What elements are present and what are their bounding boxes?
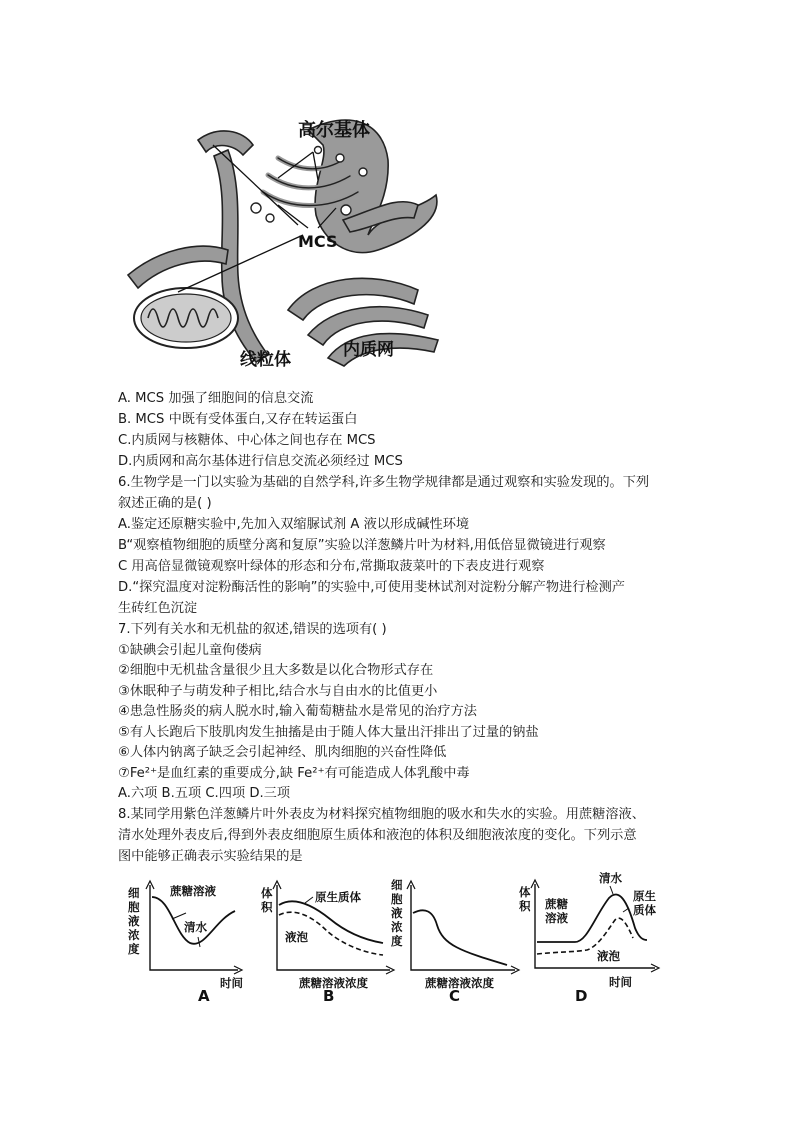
cell-structure-diagram (118, 100, 458, 370)
graph-d-protoplast-label-1: 原生 (633, 889, 656, 903)
graph-d-sucrose-label-1: 蔗糖 (545, 897, 568, 911)
graph-a-ylabel-5: 度 (128, 942, 140, 956)
graph-c-ylabel-1: 细 (391, 878, 403, 892)
mcs-label: MCS (298, 232, 338, 251)
graph-d-water-label: 清水 (599, 871, 622, 885)
q6-option-d-cont: 生砖红色沉淀 (118, 601, 198, 616)
graph-a (120, 875, 260, 1015)
q8-stem-line3: 图中能够正确表示实验结果的是 (118, 849, 303, 864)
graph-b-vacuole-label: 液泡 (285, 930, 308, 944)
q7-item-2: ②细胞中无机盐含量很少且大多数是以化合物形式存在 (118, 663, 434, 678)
q6-option-b: B“观察植物细胞的质壁分离和复原”实验以洋葱鳞片叶为材料,用低倍显微镜进行观察 (118, 538, 606, 553)
graph-d (515, 868, 675, 1015)
graph-b-ylabel-2: 积 (261, 900, 273, 914)
graph-b-protoplast-label: 原生质体 (315, 890, 361, 904)
q7-item-7: ⑦Fe²⁺是血红素的重要成分,缺 Fe²⁺有可能造成人体乳酸中毒 (118, 766, 470, 781)
q5-option-b: B. MCS 中既有受体蛋白,又存在转运蛋白 (118, 412, 358, 427)
graph-c-ylabel-5: 度 (391, 934, 403, 948)
graph-d-vacuole-label: 液泡 (597, 949, 620, 963)
graph-b-caption: B (323, 987, 335, 1005)
graph-b-ylabel-1: 体 (261, 886, 273, 900)
q6-option-d: D.“探究温度对淀粉酶活性的影响”的实验中,可使用斐林试剂对淀粉分解产物进行检测产 (118, 580, 625, 595)
graph-c-ylabel-3: 液 (391, 906, 403, 920)
graph-a-water-label: 清水 (184, 920, 207, 934)
graph-a-sucrose-label: 蔗糖溶液 (170, 884, 216, 898)
q5-option-c: C.内质网与核糖体、中心体之间也存在 MCS (118, 433, 376, 448)
graph-b-xlabel: 蔗糖溶液浓度 (299, 976, 368, 990)
q7-answers: A.六项 B.五项 C.四项 D.三项 (118, 786, 291, 801)
golgi-label: 高尔基体 (298, 120, 370, 141)
graph-a-ylabel-2: 胞 (128, 900, 140, 914)
graph-d-protoplast-label-2: 质体 (633, 903, 656, 917)
q8-stem-line1: 8.某同学用紫色洋葱鳞片叶外表皮为材料探究植物细胞的吸水和失水的实验。用蔗糖溶液、 (118, 807, 645, 822)
graph-c-xlabel: 蔗糖溶液浓度 (425, 976, 494, 990)
graph-a-ylabel-3: 液 (128, 914, 140, 928)
q7-item-6: ⑥人体内钠离子缺乏会引起神经、肌肉细胞的兴奋性降低 (118, 745, 447, 760)
graph-a-ylabel-1: 细 (128, 886, 140, 900)
graph-c-ylabel-2: 胞 (391, 892, 403, 906)
graph-c-caption: C (449, 987, 461, 1005)
graph-d-sucrose-label-2: 溶液 (545, 911, 568, 925)
graph-b (255, 875, 405, 1015)
q7-stem: 7.下列有关水和无机盐的叙述,错误的选项有( ) (118, 622, 387, 637)
graph-d-caption: D (575, 987, 588, 1005)
graph-a-xlabel: 时间 (220, 976, 243, 990)
q6-option-a: A.鉴定还原糖实验中,先加入双缩脲试剂 A 液以形成碱性环境 (118, 517, 470, 532)
graph-c (385, 875, 525, 1015)
q7-item-4: ④患急性肠炎的病人脱水时,输入葡萄糖盐水是常见的治疗方法 (118, 704, 477, 719)
q7-item-3: ③休眠种子与萌发种子相比,结合水与自由水的比值更小 (118, 684, 438, 699)
graph-d-ylabel-2: 积 (519, 899, 531, 913)
q6-option-c: C 用高倍显微镜观察叶绿体的形态和分布,常撕取菠菜叶的下表皮进行观察 (118, 559, 545, 574)
q6-stem-line1: 6.生物学是一门以实验为基础的自然学科,许多生物学规律都是通过观察和实验发现的。下列 (118, 475, 650, 490)
q7-item-1: ①缺碘会引起儿童佝偻病 (118, 643, 262, 658)
graph-c-ylabel-4: 浓 (391, 920, 403, 934)
q8-stem-line2: 清水处理外表皮后,得到外表皮细胞原生质体和液泡的体积及细胞液浓度的变化。下列示意 (118, 828, 637, 843)
er-label: 内质网 (343, 340, 394, 360)
q7-item-5: ⑤有人长跑后下肢肌肉发生抽搐是由于随人体大量出汗排出了过量的钠盐 (118, 725, 539, 740)
graph-d-xlabel: 时间 (609, 975, 632, 989)
graph-a-ylabel-4: 浓 (128, 928, 140, 942)
q6-stem-line2: 叙述正确的是( ) (118, 496, 212, 511)
mitochondrion-label: 线粒体 (240, 350, 291, 370)
graph-a-caption: A (198, 987, 210, 1005)
q5-option-d: D.内质网和高尔基体进行信息交流必须经过 MCS (118, 454, 403, 469)
q5-option-a: A. MCS 加强了细胞间的信息交流 (118, 391, 314, 406)
graph-d-ylabel-1: 体 (519, 885, 531, 899)
